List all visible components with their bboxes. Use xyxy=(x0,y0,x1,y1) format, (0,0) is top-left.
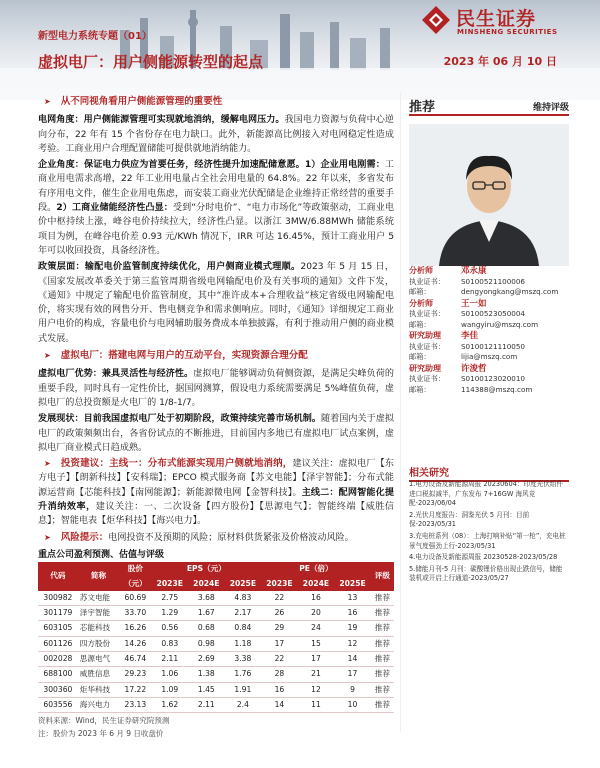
header-year: 2025E xyxy=(225,577,262,591)
cell-name: 泽宇智能 xyxy=(78,606,119,621)
analyst-role: 分析师 xyxy=(409,298,433,308)
analyst-role: 研究助理 xyxy=(409,363,441,373)
header-banner xyxy=(0,0,600,100)
cell-name: 思源电气 xyxy=(78,651,119,666)
cert-label: 执业证书： xyxy=(409,276,445,286)
analyst-entry xyxy=(409,299,569,331)
cell-p1: 29 xyxy=(261,621,298,636)
cell-price: 46.74 xyxy=(119,651,151,666)
cell-e3: 1.18 xyxy=(225,636,262,651)
cell-e2: 2.11 xyxy=(188,697,225,712)
rating-label: 推荐 xyxy=(409,100,436,115)
table-row xyxy=(38,651,394,666)
analyst-role: 研究助理 xyxy=(409,331,441,340)
cell-p1: 22 xyxy=(261,591,298,606)
header-rating: 评级 xyxy=(371,562,394,591)
cell-code: 002028 xyxy=(38,651,78,666)
cell-rating: 推荐 xyxy=(371,621,394,636)
cell-e3: 2.17 xyxy=(225,606,262,621)
cert-label: 执业证书： xyxy=(409,341,445,351)
cell-p3: 16 xyxy=(334,606,371,621)
cell-e1: 2.75 xyxy=(152,591,189,606)
table-row xyxy=(38,621,394,636)
cell-code: 688100 xyxy=(38,667,78,682)
email-link[interactable]: lijia@mszq.com xyxy=(461,352,518,361)
cell-p3: 14 xyxy=(334,651,371,666)
section-heading: ➤ 虚拟电厂：搭建电网与用户的互动平台，实现资源合理分配 xyxy=(44,350,308,362)
cell-name: 芯能科技 xyxy=(78,621,119,636)
cell-p1: 22 xyxy=(261,651,298,666)
cell-rating: 推荐 xyxy=(371,636,394,651)
cell-p1: 14 xyxy=(261,697,298,712)
cell-rating: 推荐 xyxy=(371,682,394,697)
cert-number: S0100523050004 xyxy=(461,309,526,318)
series-label: 新型电力系统专题（01） xyxy=(38,31,152,42)
cell-rating: 推荐 xyxy=(371,697,394,712)
chevron-right-icon: ➤ xyxy=(44,351,51,361)
section-heading: ➤ 从不同视角看用户侧能源管理的重要性 xyxy=(44,96,223,107)
cell-e1: 0.56 xyxy=(152,621,189,636)
cell-e1: 1.06 xyxy=(152,667,189,682)
chevron-right-icon: ➤ xyxy=(44,532,51,542)
cert-number: S0100121110050 xyxy=(461,341,526,351)
paragraph: 企业角度：保证电力供应为首要任务，经济性提升加速配储意愿。1）企业用电刚需：工商业用电需求高增，22 年工业用电量占全社会用电量的 64.8%。22 年以来，多省发布有序用电文件，催生企业用电焦虑，而安装工商业光伏配储是企业维持正常经营的重要手段。2）工商业储能经济性凸显：受到“分时电价”、“电力市场化”等政策驱动，工商业电价中枢持续上涨，峰谷电价持续拉大，经济性凸显。以浙江 3MW/6.88MWh 储能系统项目为例，在峰谷电价差 0.93 元/KWh 情况下，IRR 可达 16.45%，预计工商业用户 5 年可以收回投资，具备经济性。 xyxy=(38,160,394,256)
related-research-title: 相关研究 xyxy=(409,464,569,482)
stock-table xyxy=(38,562,394,713)
cell-e1: 2.11 xyxy=(152,651,189,666)
cell-price: 14.26 xyxy=(119,636,151,651)
cell-name: 炬华科技 xyxy=(78,682,119,697)
cell-name: 海兴电力 xyxy=(78,697,119,712)
rating-status: 维持评级 xyxy=(532,103,569,113)
header-eps: EPS（元） xyxy=(152,562,262,576)
cert-number: S0100123020010 xyxy=(461,374,526,383)
cell-p1: 17 xyxy=(261,636,298,651)
cell-p1: 26 xyxy=(261,606,298,621)
analyst-name: 邓永康 xyxy=(461,266,487,276)
paragraph: ➤ 投资建议：主线一：分布式能源实现用户侧就地消纳，建议关注：虚拟电厂【东方电子】【朗新科技】【安科瑞】；EPCO 模式服务商【苏文电能】【泽宇智能】；分布式能源运营商【芯能科技】【南网能源】；新能源微电网【金智科技】。主线二：配网智能化提升消纳效率，建议关注：一、二次设备【四方股份】【思源电气】；智能终端【威胜信息】；智能电表【炬华科技】【海兴电力】。 xyxy=(38,458,394,527)
cell-code: 300360 xyxy=(38,682,78,697)
header-year: 2023E xyxy=(261,577,298,591)
header-price-unit: （元） xyxy=(119,577,151,591)
header-year: 2023E xyxy=(152,577,189,591)
header-code: 代码 xyxy=(38,562,78,591)
cell-p3: 13 xyxy=(334,591,371,606)
related-research-item[interactable]: 2.光伏月度报告：洞鉴光伏 5 月刊：目前保-2023/05/31 xyxy=(409,510,530,529)
cell-rating: 推荐 xyxy=(371,606,394,621)
cell-rating: 推荐 xyxy=(371,591,394,606)
chevron-right-icon: ➤ xyxy=(44,459,51,469)
cell-p2: 12 xyxy=(298,682,335,697)
cell-p3: 19 xyxy=(334,621,371,636)
analyst-portrait-image xyxy=(409,124,569,266)
related-research-item[interactable]: 3.充电桩系列（08）：上海打响补贴“第一枪”，充电桩景气度强劲上行-2023/05/31 xyxy=(409,531,566,550)
logo-en-text: MINSHENG SECURITIES xyxy=(457,28,558,36)
email-label: 邮箱： xyxy=(409,352,431,361)
table-row xyxy=(38,682,394,697)
header-year: 2024E xyxy=(188,577,225,591)
sidebar xyxy=(409,92,569,583)
analyst-list xyxy=(409,266,569,396)
cell-code: 301179 xyxy=(38,606,78,621)
rating-bar xyxy=(409,92,569,116)
cell-rating: 推荐 xyxy=(371,667,394,682)
cell-code: 603105 xyxy=(38,621,78,636)
table-source: 资料来源：Wind，民生证券研究院预测 xyxy=(38,716,170,726)
cell-code: 603556 xyxy=(38,697,78,712)
table-row xyxy=(38,667,394,682)
cell-e2: 0.68 xyxy=(188,621,225,636)
related-research-item[interactable]: 1.电力设备及新能源周报 20230604：印度光伏组件进口税拟减半，广东发布 7+16GW 海风竞配-2023/06/04 xyxy=(409,480,564,508)
analyst-entry xyxy=(409,266,569,298)
cert-label: 执业证书： xyxy=(409,309,445,318)
paragraph: ➤ 风险提示：电网投资不及预期的风险；原材料供货紧张及价格波动风险。 xyxy=(44,531,354,543)
cert-number: S0100521100006 xyxy=(461,276,526,286)
cell-e2: 1.45 xyxy=(188,682,225,697)
minsheng-logo-mark-icon xyxy=(420,4,452,36)
cell-price: 60.69 xyxy=(119,591,151,606)
cell-e1: 1.09 xyxy=(152,682,189,697)
cert-label: 执业证书： xyxy=(409,374,445,383)
cell-p2: 16 xyxy=(298,591,335,606)
cell-e2: 1.38 xyxy=(188,667,225,682)
cell-p2: 11 xyxy=(298,697,335,712)
cell-e3: 2.4 xyxy=(225,697,262,712)
header-price: 股价 xyxy=(119,562,151,576)
cell-code: 601126 xyxy=(38,636,78,651)
related-research-list xyxy=(409,480,569,586)
cell-e2: 0.98 xyxy=(188,636,225,651)
logo-cn-text: 民生证券 xyxy=(456,8,537,30)
cell-p2: 21 xyxy=(298,667,335,682)
email-link[interactable]: 114388@mszq.com xyxy=(461,384,533,394)
cell-p3: 10 xyxy=(334,697,371,712)
analyst-name: 王一如 xyxy=(461,298,487,309)
cell-e1: 1.29 xyxy=(152,606,189,621)
cell-name: 四方股份 xyxy=(78,636,119,651)
cell-p2: 20 xyxy=(298,606,335,621)
cell-e3: 4.83 xyxy=(225,591,262,606)
email-link[interactable]: dengyongkang@mszq.com xyxy=(461,287,559,296)
table-row xyxy=(38,697,394,712)
related-research-item[interactable]: 4.电力设备及新能源周报 20230528-2023/05/28 xyxy=(409,553,558,562)
cell-e1: 1.62 xyxy=(152,697,189,712)
cell-p3: 9 xyxy=(334,682,371,697)
cell-rating: 推荐 xyxy=(371,651,394,666)
cell-e3: 3.38 xyxy=(225,651,262,666)
analyst-name: 许浚哲 xyxy=(461,363,487,374)
table-row xyxy=(38,636,394,651)
cell-e2: 3.68 xyxy=(188,591,225,606)
analyst-entry xyxy=(409,331,569,363)
email-link[interactable]: wangyiru@mszq.com xyxy=(461,319,539,329)
page-title: 虚拟电厂：用户侧能源转型的起点 xyxy=(38,53,264,71)
email-label: 邮箱： xyxy=(409,319,431,329)
cell-p1: 16 xyxy=(261,682,298,697)
main-content xyxy=(38,92,394,739)
cell-e1: 0.83 xyxy=(152,636,189,651)
cell-price: 16.26 xyxy=(119,621,151,636)
cell-p3: 12 xyxy=(334,636,371,651)
cell-e2: 2.69 xyxy=(188,651,225,666)
cell-p2: 15 xyxy=(298,636,335,651)
table-row xyxy=(38,606,394,621)
chevron-right-icon: ➤ xyxy=(44,97,51,106)
cell-e3: 1.91 xyxy=(225,682,262,697)
cell-price: 29.23 xyxy=(119,667,151,682)
table-note: 注：股价为 2023 年 6 月 9 日收盘价 xyxy=(38,729,164,739)
paragraph: 政策层面：输配电价监管制度持续优化，用户侧商业模式理顺。2023 年 5 月 15 日，《国家发展改革委关于第三监管周期省级电网输配电价及有关事项的通知》文件下发，《通知》中规定了输配电价监管制度，其中“准许成本+合理收益”核定省级电网输配电价，将实现有效的网售分开、售电侧竞争和需求侧响应。同时，《通知》详细规定工商业用户电价的构成，容量电价与电网辅助服务费成本单独披露，有利于推动用户侧的商业模式发展。 xyxy=(38,262,394,344)
analyst-role: 分析师 xyxy=(409,266,433,275)
cell-price: 17.22 xyxy=(119,682,151,697)
email-label: 邮箱： xyxy=(409,384,431,394)
minsheng-logo xyxy=(420,4,580,40)
report-date: 2023 年 06 月 10 日 xyxy=(443,55,557,68)
cell-price: 33.70 xyxy=(119,606,151,621)
related-research-item[interactable]: 5.储能月刊-5 月刊：碳酸锂价格出现止跌信号，储能装机或开启上行通道-2023/05/27 xyxy=(409,564,563,583)
analyst-entry xyxy=(409,364,569,396)
cell-p1: 28 xyxy=(261,667,298,682)
cell-name: 苏文电能 xyxy=(78,591,119,606)
paragraph: 虚拟电厂优势：兼具灵活性与经济性。虚拟电厂能够调动负荷侧资源，是满足尖峰负荷的重要手段，同时具有一定性价比，据国网测算，假设电力系统需要满足 5%峰值负荷，虚拟电厂的总投资额是火电厂的 1/8-1/7。 xyxy=(38,369,394,408)
header-year: 2025E xyxy=(334,577,371,591)
table-row xyxy=(38,591,394,606)
paragraph: 电网角度：用户侧能源管理可实现就地消纳，缓解电网压力。我国电力资源与负荷中心逆向分布，22 年有 15 个省份存在电力缺口。此外，新能源高比例接入对电网稳定性造成考验。工商业用户合理配置储能可提供就地消纳能力。 xyxy=(38,115,394,154)
cell-p3: 17 xyxy=(334,667,371,682)
header-pe: PE（倍） xyxy=(261,562,371,576)
cell-p2: 17 xyxy=(298,651,335,666)
table-title: 重点公司盈利预测、估值与评级 xyxy=(38,549,165,560)
cell-code: 300982 xyxy=(38,591,78,606)
cell-e3: 0.84 xyxy=(225,621,262,636)
email-label: 邮箱： xyxy=(409,287,431,296)
cell-e3: 1.76 xyxy=(225,667,262,682)
cell-e2: 1.67 xyxy=(188,606,225,621)
paragraph: 发展现状：目前我国虚拟电厂处于初期阶段，政策持续完善市场机制。随着国内关于虚拟电厂的政策频频出台，各省份试点的不断推进，目前国内多地已有虚拟电厂试点案例，虚拟电厂商业模式日趋成熟。 xyxy=(38,414,394,453)
analyst-name: 李佳 xyxy=(461,331,479,341)
header-year: 2024E xyxy=(298,577,335,591)
cell-price: 23.13 xyxy=(119,697,151,712)
cell-name: 威胜信息 xyxy=(78,667,119,682)
column-divider xyxy=(400,92,401,732)
cell-p2: 24 xyxy=(298,621,335,636)
analyst-photo xyxy=(409,124,569,266)
header-name: 简称 xyxy=(78,562,119,591)
